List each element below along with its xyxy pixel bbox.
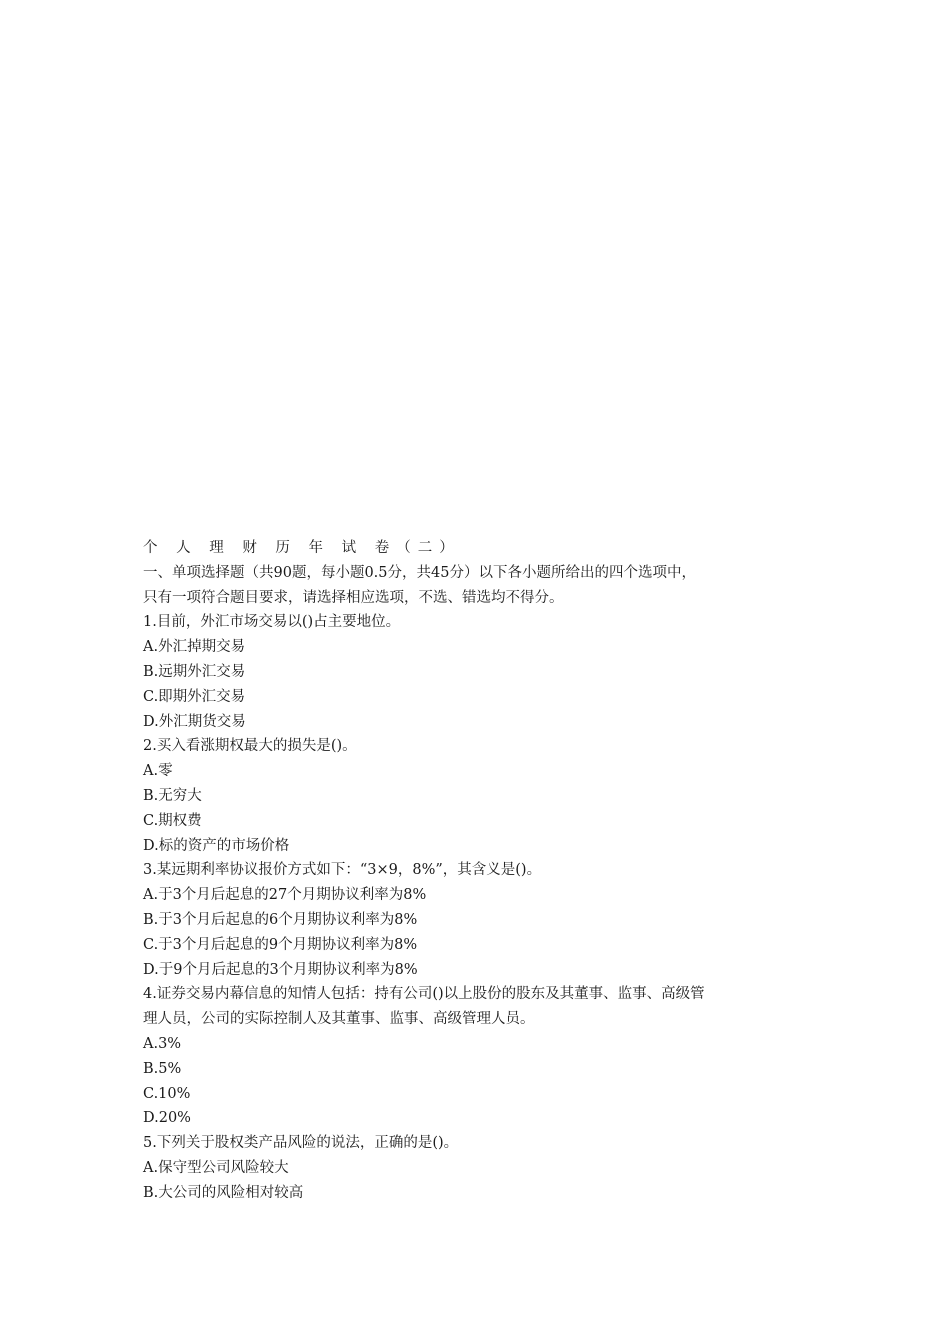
question-stem: 3.某远期利率协议报价方式如下：“3×9，8%”，其含义是()。 (143, 862, 542, 879)
question-stem: 2.买入看涨期权最大的损失是()。 (143, 738, 357, 755)
option-a: A.3% (143, 1035, 182, 1052)
question-5 (143, 1131, 813, 1205)
document-title: 个 人 理 财 历 年 试 卷（二） (143, 540, 461, 556)
option-a: A.外汇掉期交易 (143, 639, 246, 656)
option-b: B.无穷大 (143, 787, 202, 804)
question-stem: 1.目前，外汇市场交易以()占主要地位。 (143, 614, 401, 631)
option-d: D.外汇期货交易 (143, 713, 246, 730)
question-2 (143, 734, 813, 858)
option-c: C.10% (143, 1085, 191, 1102)
option-d: D.于9个月后起息的3个月期协议利率为8% (143, 961, 418, 978)
option-b: B.大公司的风险相对较高 (143, 1184, 304, 1201)
option-a: A.零 (143, 763, 173, 780)
option-d: D.标的资产的市场价格 (143, 837, 290, 854)
option-b: B.5% (143, 1060, 182, 1077)
exam-content (143, 536, 813, 1206)
option-c: C.于3个月后起息的9个月期协议利率为8% (143, 936, 418, 953)
question-1 (143, 610, 813, 734)
question-stem: 5.下列关于股权类产品风险的说法，正确的是()。 (143, 1135, 459, 1152)
question-stem: 理人员，公司的实际控制人及其董事、监事、高级管理人员。 (143, 1011, 535, 1028)
question-4 (143, 982, 813, 1131)
option-a: A.保守型公司风险较大 (143, 1159, 289, 1176)
question-stem: 4.证券交易内幕信息的知情人包括：持有公司()以上股份的股东及其董事、监事、高级管 (143, 986, 705, 1003)
option-b: B.于3个月后起息的6个月期协议利率为8% (143, 911, 418, 928)
option-c: C.期权费 (143, 812, 202, 829)
instructions-text: 一、单项选择题（共90题，每小题0.5分，共45分）以下各小题所给出的四个选项中， (143, 564, 696, 581)
instructions-text: 只有一项符合题目要求，请选择相应选项，不选、错选均不得分。 (143, 589, 564, 606)
option-d: D.20% (143, 1110, 191, 1127)
question-3 (143, 858, 813, 982)
option-c: C.即期外汇交易 (143, 688, 246, 705)
option-a: A.于3个月后起息的27个月期协议利率为8% (143, 887, 427, 904)
option-b: B.远期外汇交易 (143, 663, 246, 680)
